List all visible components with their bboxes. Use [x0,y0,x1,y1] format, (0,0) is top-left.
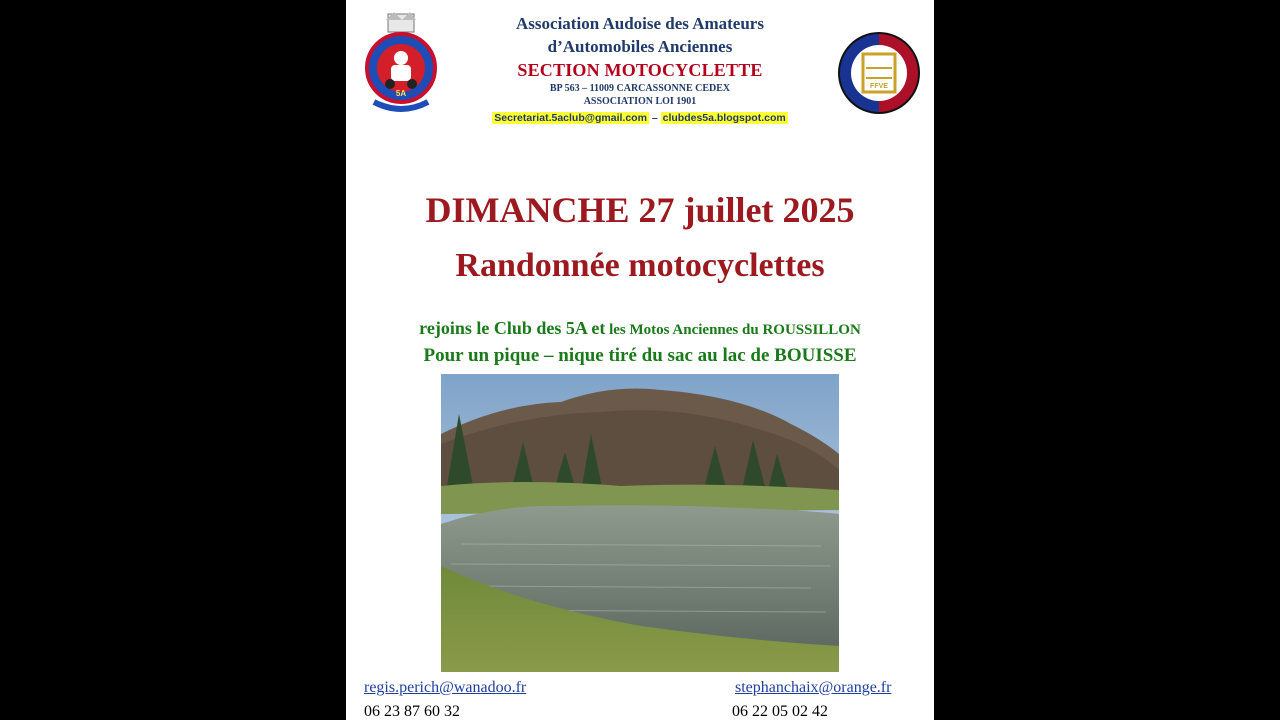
invite-line-1 [346,316,934,342]
secretariat-email-link[interactable]: Secretariat.5aclub@gmail.com [494,112,647,124]
event-date: DIMANCHE 27 juillet 2025 [425,190,855,230]
club-5a-logo [364,12,438,116]
svg-text:5A: 5A [395,89,407,98]
postal-address: BP 563 – 11009 CARCASSONNE CEDEX [549,83,731,94]
lake-bouisse-photo [441,374,839,672]
association-header [446,12,834,126]
contact-right-email[interactable]: stephanchaix@orange.fr [735,679,892,696]
invite-club: rejoins le Club des 5A et [419,318,606,338]
invite-line-2: Pour un pique – nique tiré du sac au lac de BOUISSE [423,345,857,366]
poster-page [346,0,934,720]
association-name-line2: d’Automobiles Anciennes [547,37,733,56]
contact-left-email[interactable]: regis.perich@wanadoo.fr [364,679,527,696]
contact-left-phone: 06 23 87 60 32 [364,703,460,720]
header-separator: – [648,112,661,124]
association-name-line1: Association Audoise des Amateurs [516,14,764,33]
invite-roussillon: les Motos Anciennes du ROUSSILLON [605,322,861,338]
contact-right-phone: 06 22 05 02 42 [732,703,828,720]
ffve-logo [836,30,922,116]
section-title: SECTION MOTOCYCLETTE [517,60,763,80]
association-type: ASSOCIATION LOI 1901 [583,96,697,107]
svg-text:FFVE: FFVE [870,83,888,90]
event-title: Randonnée motocyclettes [455,247,825,284]
blog-link[interactable]: clubdes5a.blogspot.com [662,112,786,124]
header-contact-line [492,111,787,125]
